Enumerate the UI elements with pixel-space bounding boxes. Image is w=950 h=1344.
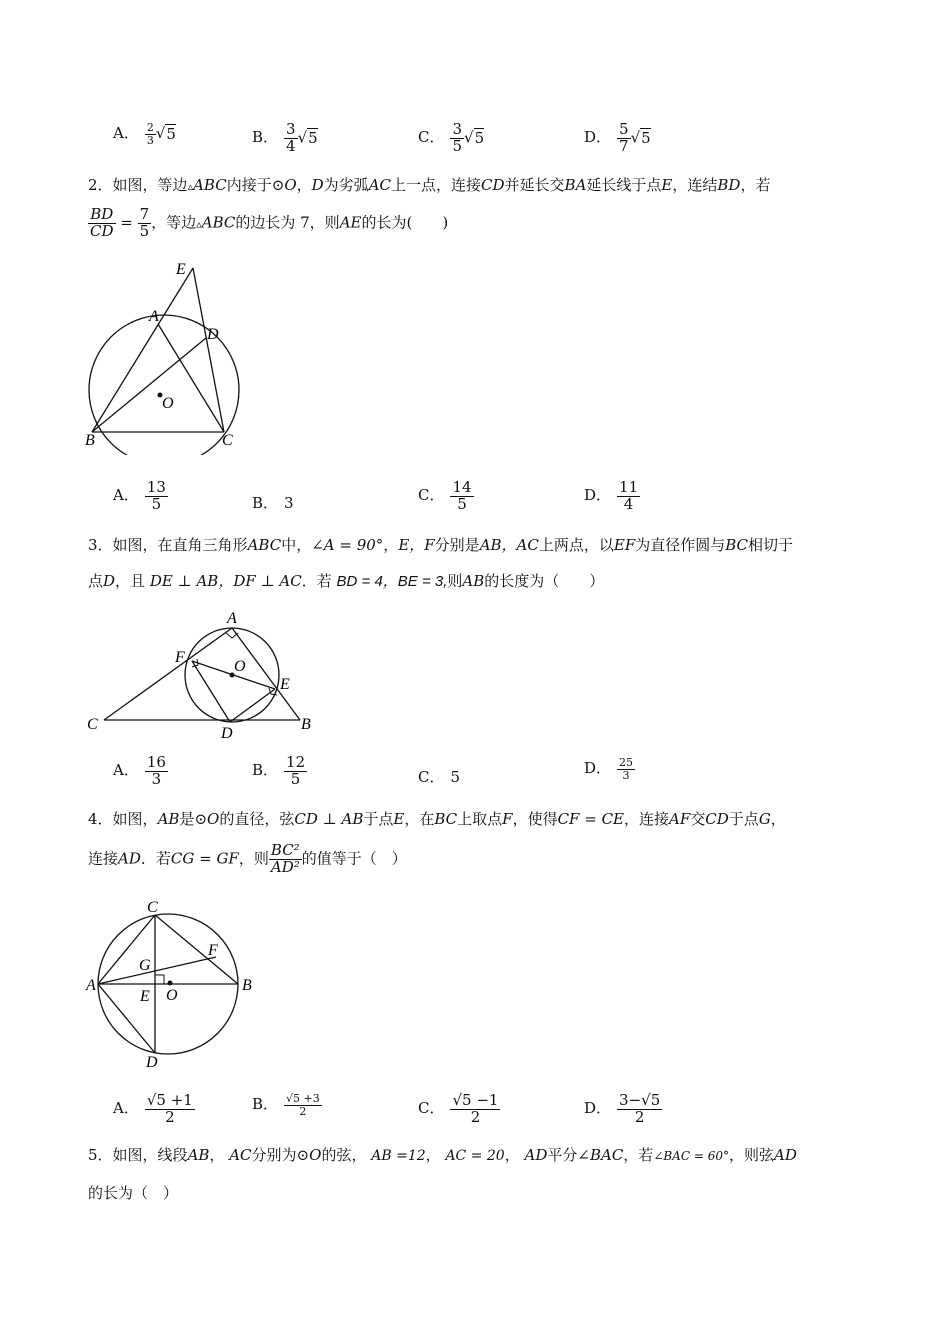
label-e: E: [140, 988, 150, 1005]
option-label: A．: [113, 124, 139, 143]
sqrt-sign: √: [155, 124, 166, 143]
option-label: C．: [418, 486, 445, 505]
label-o: O: [166, 987, 178, 1004]
option-label: C．: [418, 768, 445, 786]
center-dot: [168, 981, 173, 986]
q4-option-b[interactable]: [252, 1093, 322, 1117]
fraction: $\frac{13}{5}$: [146, 478, 166, 513]
q1-option-c[interactable]: [418, 122, 484, 155]
right-angle-e: [155, 975, 164, 984]
label-f: F: [208, 942, 218, 959]
label-o: O: [234, 658, 246, 675]
question-4-line-2: 连接AD．若CG = GF，则 $\frac{\text{BC²}}{\text{AD²}}$ 的值等于（ ）: [88, 841, 407, 876]
option-label: C．: [418, 1099, 445, 1118]
q4-option-d[interactable]: [584, 1093, 662, 1126]
q1-option-a[interactable]: [113, 122, 176, 146]
segment-fd: [192, 661, 230, 722]
segment-ca: [104, 628, 232, 720]
radicand: 5: [474, 129, 485, 148]
label-c: C: [87, 716, 98, 733]
q1-option-d[interactable]: [584, 122, 651, 155]
question-5-line-1: 5．如图，线段AB， AC分别为⊙O的弦， AB =12， AC = 20， AD平分∠BAC，若∠BAC = 60°，则弦AD: [88, 1146, 797, 1164]
option-value: 5: [450, 768, 461, 786]
question-2-line-1: 2．如图，等边▵ABC内接于⊙O，D为劣弧AC上一点，连接CD并延长交BA延长线于点E，连结BD，若: [88, 176, 771, 194]
fraction-bd-cd: $\frac{BD}{CD}$: [90, 205, 114, 240]
fraction-bc2-ad2: $\frac{\text{BC²}}{\text{AD²}}$: [270, 841, 300, 876]
radicand: 5: [308, 129, 318, 148]
radicand: 5: [641, 129, 651, 148]
q2-option-d[interactable]: [584, 480, 640, 513]
question-3-line-1: 3．如图，在直角三角形ABC中，∠A = 90°，E，F分别是AB，AC上两点，以EF为直径作圆与BC相切于: [88, 536, 794, 554]
label-d: D: [146, 1054, 158, 1071]
label-b: B: [85, 432, 95, 449]
option-label: D．: [584, 486, 612, 505]
q4-option-a[interactable]: [113, 1093, 195, 1126]
option-label: C．: [418, 128, 445, 147]
option-label: B．: [252, 1095, 279, 1114]
sqrt-sign: √: [297, 128, 308, 147]
option-label: B．: [252, 494, 279, 512]
option-label: D．: [584, 759, 612, 778]
fraction: $\frac{25}{3}$: [619, 756, 634, 782]
label-e: E: [176, 261, 186, 278]
segment-cb: [155, 915, 238, 984]
option-label: A．: [113, 1099, 139, 1118]
label-c: C: [222, 432, 233, 449]
option-label: B．: [252, 128, 279, 147]
option-label: A．: [113, 761, 139, 780]
option-label: B．: [252, 761, 279, 780]
option-value: 3: [284, 494, 294, 512]
question-3-figure: [82, 605, 332, 745]
segment-be: [92, 268, 193, 432]
q1-option-b[interactable]: [252, 122, 318, 155]
radicand: 5: [166, 125, 176, 144]
fraction: $\frac{3}{5}$: [452, 120, 463, 155]
q3-option-d[interactable]: [584, 757, 635, 781]
fraction: $\frac{3-√5}{2}$: [619, 1091, 661, 1126]
option-label: D．: [584, 1099, 612, 1118]
fraction: $\frac{16}{3}$: [146, 753, 166, 788]
label-d: D: [207, 326, 219, 343]
fraction: $\frac{√5 -1}{2}$: [452, 1091, 499, 1126]
q4-option-c[interactable]: [418, 1093, 500, 1126]
segment-af: [98, 957, 216, 984]
label-g: G: [139, 957, 151, 974]
label-a: A: [227, 610, 237, 627]
label-f: F: [175, 649, 185, 666]
option-label: D．: [584, 128, 612, 147]
fraction: $\frac{14}{5}$: [452, 478, 472, 513]
label-b: B: [242, 977, 252, 994]
fraction: $\frac{5}{7}$: [619, 120, 629, 155]
segment-bd: [92, 338, 206, 432]
label-d: D: [221, 725, 233, 742]
question-2-figure: [80, 255, 260, 455]
fraction: $\frac{2}{3}$: [146, 121, 154, 147]
question-5-line-2: 的长为（ ）: [88, 1184, 179, 1202]
question-3-line-2: 点D，且 DE ⊥ AB，DF ⊥ AC．若 BD = 4，BE = 3,则AB的长度为（ ）: [88, 572, 605, 590]
q2-option-c[interactable]: [418, 480, 474, 513]
label-b: B: [301, 716, 311, 733]
label-c: C: [147, 899, 158, 916]
option-label: A．: [113, 486, 139, 505]
fraction: $\frac{√5 +3}{2}$: [286, 1092, 320, 1118]
sqrt-sign: √: [464, 128, 474, 147]
question-2-line-2: $\frac{BD}{CD}$ = $\frac{7}{5}$ ，等边▵ABC的边长为 7，则AE的长为( ): [90, 205, 449, 240]
q3-option-c[interactable]: [418, 766, 460, 787]
q3-option-a[interactable]: [113, 755, 168, 788]
label-o: O: [162, 395, 174, 412]
q2-option-a[interactable]: [113, 480, 168, 513]
label-a: A: [149, 308, 159, 325]
question-4-line-1: 4．如图，AB是⊙O的直径，弦CD ⊥ AB于点E，在BC上取点F，使得CF = CE，连接AF交CD于点G，: [88, 810, 786, 828]
question-4-figure: [80, 895, 270, 1075]
q2-option-b[interactable]: [252, 492, 294, 513]
fraction: $\frac{3}{4}$: [286, 120, 296, 155]
sqrt-sign: √: [630, 128, 641, 147]
fraction: $\frac{12}{5}$: [286, 753, 306, 788]
fraction-7-5: $\frac{7}{5}$: [139, 205, 150, 240]
fraction: $\frac{√5 +1}{2}$: [146, 1091, 193, 1126]
label-e: E: [280, 676, 290, 693]
q3-option-b[interactable]: [252, 755, 307, 788]
label-a: A: [86, 977, 96, 994]
fraction: $\frac{11}{4}$: [619, 478, 639, 513]
